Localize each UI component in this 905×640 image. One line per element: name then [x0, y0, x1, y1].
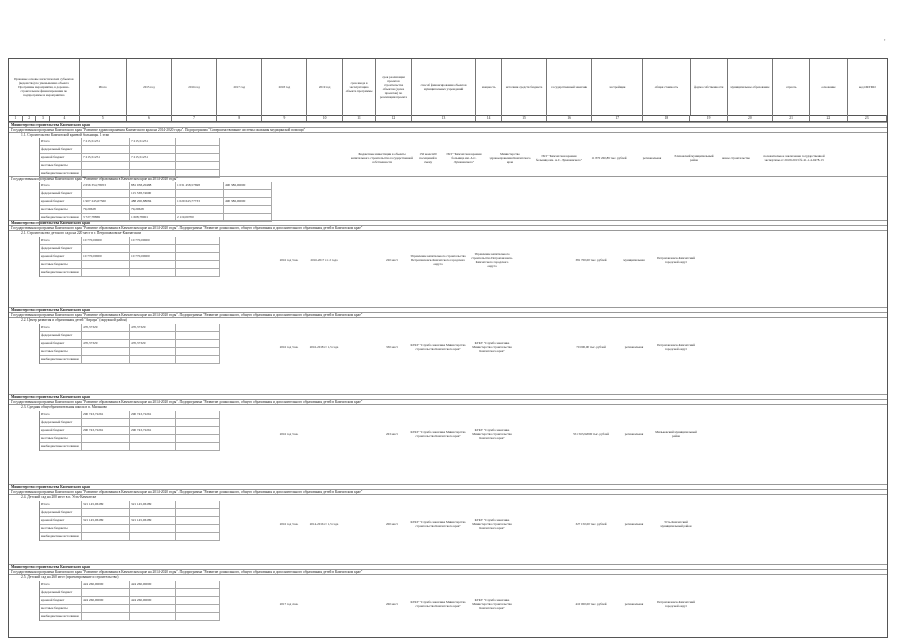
header-col-16: форма собственности [691, 59, 728, 115]
column-number-row [9, 115, 887, 122]
program-title: Государственная программа Камчатского края "Развитие образования в Камчатском крае на 2014-2020 годы". Подпрограмма "Развитие дошкольного, общего образования и дополнительного образования детей в Камчатском крае" [9, 225, 887, 231]
column-number: 16 [547, 115, 592, 121]
table-row: местные бюджеты [40, 162, 220, 170]
column-number: 15 [502, 115, 547, 121]
table-row: Итого 424 260,00000 424 260,00000 [40, 581, 220, 589]
table-row: Итого 470,37329 470,37329 [40, 324, 220, 332]
section-title: Министерство строительства Камчатского края [9, 484, 887, 490]
header-col-13: государственный заказчик [547, 59, 592, 115]
table-row: краевой бюджет 424 260,00000 424 260,00000 [40, 597, 220, 605]
program-title: Государственная программа Камчатского края "Развитие образования в Камчатском крае на 2014-2020 годы". Подпрограмма "Развитие дошкольного, общего образования и дополнительного образования детей в Камчатском крае" [9, 399, 887, 405]
column-number: 22 [810, 115, 847, 121]
table-row: федеральный бюджет 115 338,74600 [40, 190, 272, 198]
table-row: местные бюджеты 79,20628 79,20628 [40, 206, 272, 214]
header-col-11: мощность [476, 59, 502, 115]
header-col-3: 2015 год [127, 59, 172, 115]
column-number: 12 [376, 115, 411, 121]
header-col-18: отрасль [773, 59, 810, 115]
program-title: Государственная программа Камчатского края "Развитие образования в Камчатском крае на 2014-2020 годы". Подпрограмма "Развитие дошкольного, общего образования и дополнительного образования детей в Камчатском крае" [9, 489, 887, 495]
table-row: федеральный бюджет [40, 509, 220, 517]
project-details: 2016 год 3 кв. 2016-2018 гг 1,5 года 330 мест КГКУ "Служба заказчика Министерства строительства Камчатского края" КГКУ "Служба заказчика Министерства строительства Камчатского края" 70 000,00 тыс. рублей региональная Петропавловск-Камчатский городской округ [279, 340, 695, 354]
section-title: Министерство строительства Камчатского края [9, 394, 887, 400]
header-col-20: код ОКТМО [858, 85, 876, 89]
table-row: Итого 10 770,00000 10 770,00000 [40, 237, 220, 245]
column-number: 19 [690, 115, 727, 121]
table-row: местные бюджеты [40, 525, 220, 533]
table-row: краевой бюджет 290 743,72261 290 743,72261 [40, 427, 220, 435]
finance-table [39, 237, 220, 277]
item-title: 2.5. Детский сад на 260 мест (проектирование и строительство) [9, 574, 887, 580]
project-details: 2017 год 4 кв. 260 мест КГКУ "Служба заказчика Министерства строительства Камчатского края" КГКУ "Служба заказчика Министерства строительства Камчатского края" 410 000,00 тыс. рублей региональная Петропавловск-Камчатский городской округ [279, 597, 695, 611]
table-row: Итого 321 145,06189 321 145,06189 [40, 501, 220, 509]
program-title: Государственная программа Камчатского края "Развитие здравоохранения Камчатского края на 2014-2020 годы". Подпрограмма "Совершенствование системы оказания медицинской помощи" [9, 127, 887, 133]
column-number: 23 [848, 115, 887, 121]
finance-table [39, 581, 220, 621]
column-number: 8 [217, 115, 262, 121]
finance-table [39, 411, 220, 451]
column-number: 20 [728, 115, 773, 121]
program-title: Государственная программа Камчатского края "Развитие образования в Камчатском крае на 2014-2020 годы". Подпрограмма "Развитие дошкольного, общего образования и дополнительного образования детей в Камчатском крае" [9, 569, 887, 575]
finance-table [39, 324, 220, 364]
header-col-2: Итого [80, 59, 127, 115]
header-col-4: 2016 год [172, 59, 217, 115]
column-number: 2 [23, 115, 37, 121]
column-number: 5 [80, 115, 127, 121]
item-title: 2.4. Детский сад на 200 мест в п. Усть-Камчатске [9, 494, 887, 500]
header-col-15: общая стоимость [643, 59, 690, 115]
table-row: внебюджетные источники [40, 533, 220, 541]
header-col-6: 2018 год [262, 59, 307, 115]
column-number: 7 [172, 115, 217, 121]
program-title: Государственная программа Камчатского края "Развитие образования в Камчатском крае на 2014-2020 годы". Подпрограмма "Развитие дошкольного, общего образования и дополнительного образования детей в Камчатском крае" [9, 312, 887, 318]
table-row: Итого 2 656 354,78053 881 038,20488 1 031 458,57698 490 386,00000 [40, 182, 272, 190]
project-details: 2016 год 3 кв. 2016-2017 г.г. 2 года 220 мест Управление капитального строительства Петропавловск-Камчатского городского округа Управление капитального строительства Петропавловск-Камчатского городского округа 381 700,00 тыс. рублей муниципальная Петропавловск-Камчатский городской округ [279, 251, 695, 269]
table-row: федеральный бюджет [40, 245, 220, 253]
header-col-5: 2017 год [217, 59, 262, 115]
table-row: Итого 290 743,72261 290 743,72261 [40, 411, 220, 419]
section-title: Министерство строительства Камчатского края [9, 220, 887, 226]
section-title: Министерство строительства Камчатского края [9, 564, 887, 570]
header-col-9: срок реализации проектов строительства объектов (далее проектов) по реализации проекта [376, 59, 411, 115]
table-row: внебюджетные источники [40, 443, 220, 451]
column-number: 4 [50, 115, 79, 121]
item-title: 2.1. Строительство детского сада на 220 мест в г. Петропавловске-Камчатском [9, 230, 887, 236]
column-number: 13 [412, 115, 477, 121]
item-title: 2.2. Центр развития и образования детей "Аврора" (окружной район) [9, 317, 887, 323]
section-title: Министерство строительства Камчатского края [9, 307, 887, 313]
table-row: местные бюджеты [40, 348, 220, 356]
column-number: 3 [36, 115, 50, 121]
column-number: 1 [9, 115, 23, 121]
header-col-1: Правовые основы логистических субъектов (ведомства) по уменьшению объекта Программы мероприятия, в дорожно-строительном финансировании по подпрограмме и мероприятию [9, 59, 80, 115]
header-col-12: источник средств бюджета [502, 59, 547, 115]
finance-table-1 [39, 138, 220, 178]
header-col-10: способ финансирования объектов муниципальных учреждений [412, 59, 477, 115]
table-row: краевой бюджет 321 145,06189 321 145,06189 [40, 517, 220, 525]
table-row: федеральный бюджет [40, 332, 220, 340]
header-col-17: муниципальное образование [728, 59, 773, 115]
table-row: краевой бюджет 7 215,51251 7 215,51251 [40, 154, 220, 162]
table-header [9, 59, 887, 116]
table-row: федеральный бюджет [40, 146, 220, 154]
table-row: внебюджетные источники [40, 269, 220, 277]
column-number: 21 [773, 115, 810, 121]
project-details-1: Бюджетные инвестиции в объекты капитального строительства государственной собственности 150 коек/420 посещений в смену ГКУ "Камчатская краевая больница им. А.С. Лукашевского" Министерство здравоохранения Камчатского края ГКУ "Камчатская краевая больница им. А.С. Лукашевского" 11 870 260,89 тыс. рублей региональная Елизовский муниципальный район новое строительство положительное заключение государственной экспертизы от 20.09.2013 № 41-1-4-0478-13 [351, 151, 825, 165]
item-title: 1.1. Строительство Камчатской краевой больницы. 1 этап [9, 132, 887, 138]
finance-table-2 [39, 182, 272, 222]
document-table [8, 58, 888, 638]
table-row: местные бюджеты [40, 605, 220, 613]
table-row: внебюджетные источники [40, 356, 220, 364]
table-row: Итого 7 215,51251 7 215,51251 [40, 138, 220, 146]
column-number: 9 [262, 115, 307, 121]
table-row: федеральный бюджет [40, 589, 220, 597]
column-number: 10 [307, 115, 342, 121]
column-number: 14 [476, 115, 502, 121]
table-row: федеральный бюджет [40, 419, 220, 427]
header-col-7: 2019 год [307, 59, 342, 115]
table-row: местные бюджеты [40, 261, 220, 269]
table-row: внебюджетные источники 3 727,78869 1 608,78901 2 119,00700 [40, 214, 272, 222]
table-row: внебюджетные источники [40, 170, 220, 178]
table-row: краевой бюджет 10 770,00000 10 770,00000 [40, 253, 220, 261]
column-number: 17 [592, 115, 643, 121]
header-col-8: срок ввода в эксплуатацию объекта программы [343, 59, 376, 115]
item-title: 2.3. Средняя общеобразовательная школа в п. Мильково [9, 404, 887, 410]
project-details: 2016 год 3 кв. 2014-2016 гг 1,5 года 200 мест КГКУ "Служба заказчика Министерства строительства Камчатского края" КГКУ "Служба заказчика Министерства строительства Камчатского края" 327 150,00 тыс. рублей региональная Усть-Камчатский муниципальный район [279, 517, 692, 531]
header-col-19: основание [810, 59, 847, 115]
table-row: местные бюджеты [40, 435, 220, 443]
project-details: 2016 год 3 кв. 263 мест КГКУ "Служба заказчика Министерства строительства Камчатского края" КГКУ "Служба заказчика Министерства строительства Камчатского края" 551 563,92000 тыс. рублей региональная Мильковский муниципальный район [279, 427, 697, 441]
column-number: 18 [643, 115, 690, 121]
column-number: 11 [343, 115, 376, 121]
table-row: краевой бюджет 1 907 245,67360 488 200,88084 1 029 643,77733 490 386,00000 [40, 198, 272, 206]
scan-mark: ' [884, 38, 886, 47]
finance-table [39, 501, 220, 541]
table-row: краевой бюджет 470,37329 470,37329 [40, 340, 220, 348]
program-title: Государственная программа Камчатского края "Развитие образования в Камчатском крае на 2014-2020 годы" [9, 176, 887, 182]
table-row: внебюджетные источники [40, 613, 220, 621]
header-col-14: застройщик [592, 59, 643, 115]
section-title: Министерство строительства Камчатского края [9, 122, 887, 128]
column-number: 6 [127, 115, 172, 121]
